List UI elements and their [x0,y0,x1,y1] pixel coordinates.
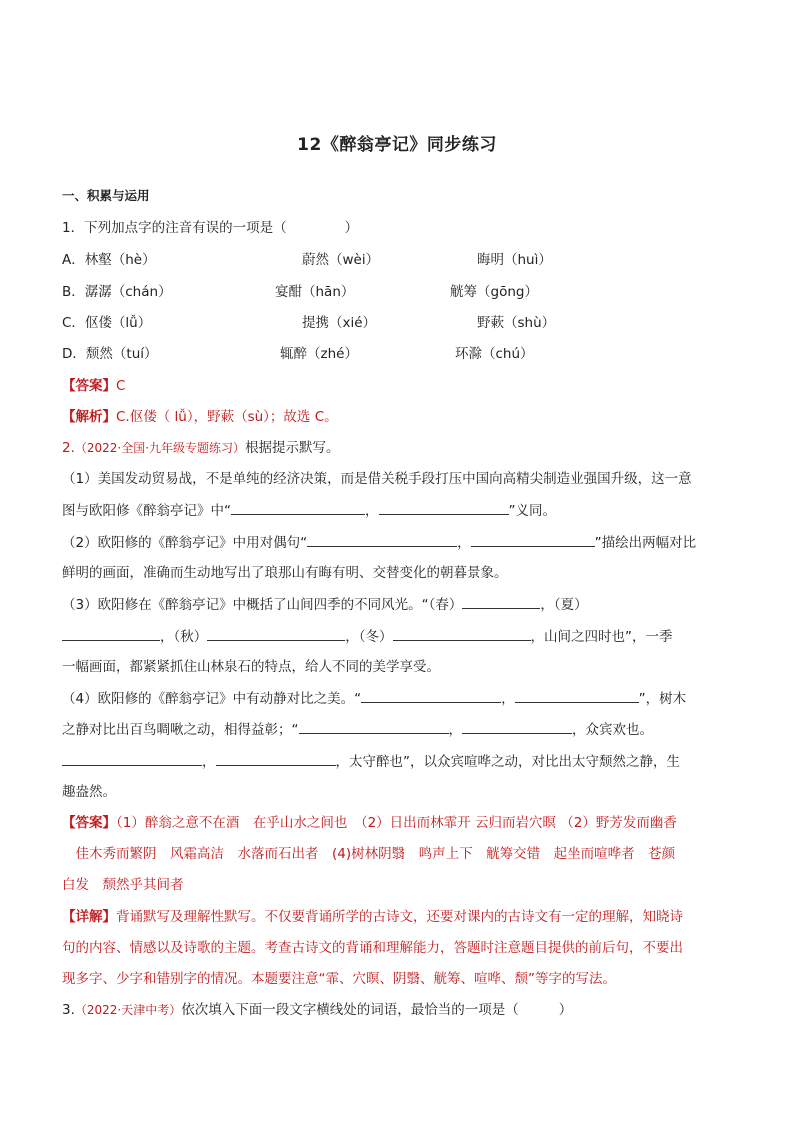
q1-option-c2: 提携（xié） [302,315,377,331]
q2-answer-line3: 白发 颓然乎其间者 [62,877,184,893]
q1-option-a2: 蔚然（wèi） [302,252,380,268]
q2-part3-line2: ，（秋） ，（冬） ，山间之四时也”，一季 [62,626,734,647]
q1-option-b3: 觥筹（gōng） [450,284,538,300]
q3-stem: 3.（2022·天津中考）依次填入下面一段文字横线处的词语，最恰当的一项是（ ） [62,1002,573,1018]
q1-answer: 【答案】C [62,378,126,394]
fill-blank[interactable] [216,751,336,766]
q2-stem: 2.（2022·全国·九年级专题练习）根据提示默写。 [62,440,340,456]
q2-part1-line2: 图与欧阳修《醉翁亭记》中“ ， ”义同。 [62,500,734,521]
q2-part4-line2: 之静对比出百鸟啁啾之动，相得益彰；“ ， ，众宾欢也。 [62,719,734,740]
q1-option-d2: 辄醉（zhé） [280,346,358,362]
q2-answer-line2: 佳木秀而繁阴 风霜高洁 水落而石出者 (4)树林阴翳 鸣声上下 觥筹交错 起坐而喧哗者 苍颜 [62,846,676,862]
fill-blank[interactable] [207,626,345,641]
q2-answer-line1: 【答案】（1）醉翁之意不在酒 在乎山水之间也 （2）日出而林霏开 云归而岩穴暝 （2）野芳发而幽香 [62,815,677,831]
q2-detail-line3: 现多字、少字和错别字的情况。本题要注意“霏、穴暝、阴翳、觥筹、喧哗、颓”等字的写法。 [62,971,616,987]
q1-analysis: 【解析】C.伛偻（ lǚ），野蔌（sù）；故选 C。 [62,409,338,425]
q1-option-c3: 野蔌（shù） [477,315,556,331]
q2-part2-line1: （2）欧阳修的《醉翁亭记》中用对偶句“ ， ”描绘出两幅对比 [62,532,734,553]
fill-blank[interactable] [462,719,572,734]
fill-blank[interactable] [299,719,449,734]
q1-stem: 1．下列加点字的注音有误的一项是（ ） [62,220,359,236]
fill-blank[interactable] [231,500,365,515]
fill-blank[interactable] [62,626,160,641]
section-heading: 一、积累与运用 [62,188,150,203]
fill-blank[interactable] [361,688,501,703]
q2-part3-line3: 一幅画面，都紧紧抓住山林泉石的特点，给人不同的美学享受。 [62,659,440,675]
fill-blank[interactable] [393,626,531,641]
q1-option-d1: D．颓然（tuí） [62,346,158,362]
q2-part4-line4: 趣盎然。 [62,784,116,800]
q2-part4-line3: ， ，太守醉也”，以众宾喧哗之动，对比出太守颓然之静，生 [62,751,734,772]
q1-option-b2: 宴酣（hān） [275,284,355,300]
q1-option-a3: 晦明（huì） [477,252,552,268]
q2-part2-line2: 鲜明的画面，准确而生动地写出了琅那山有晦有明、交替变化的朝暮景象。 [62,565,508,581]
q2-part3-line1: （3）欧阳修在《醉翁亭记》中概括了山间四季的不同风光。“（春） ，（夏） [62,594,734,615]
fill-blank[interactable] [515,688,639,703]
q1-option-c1: C．伛偻（lǚ） [62,315,152,331]
fill-blank[interactable] [379,500,509,515]
fill-blank[interactable] [62,751,202,766]
q2-detail-line1: 【详解】背诵默写及理解性默写。不仅要背诵所学的古诗文，还要对课内的古诗文有一定的理解，知晓诗 [62,909,683,925]
q1-option-b1: B．潺潺（chán） [62,284,172,300]
q1-option-a1: A．林壑（hè） [62,252,156,268]
fill-blank[interactable] [471,532,595,547]
q2-detail-line2: 句的内容、情感以及诗歌的主题。考查古诗文的背诵和理解能力，答题时注意题目提供的前后句，不要出 [62,940,683,956]
page-title: 12《醉翁亭记》同步练习 [297,135,497,155]
fill-blank[interactable] [307,532,457,547]
fill-blank[interactable] [462,594,540,609]
q2-part1-line1: （1）美国发动贸易战，不是单纯的经济决策，而是借关税手段打压中国向高精尖制造业强国升级，这一意 [62,471,692,487]
q2-part4-line1: （4）欧阳修的《醉翁亭记》中有动静对比之美。“ ， ”，树木 [62,688,734,709]
q1-option-d3: 环滁（chú） [455,346,534,362]
